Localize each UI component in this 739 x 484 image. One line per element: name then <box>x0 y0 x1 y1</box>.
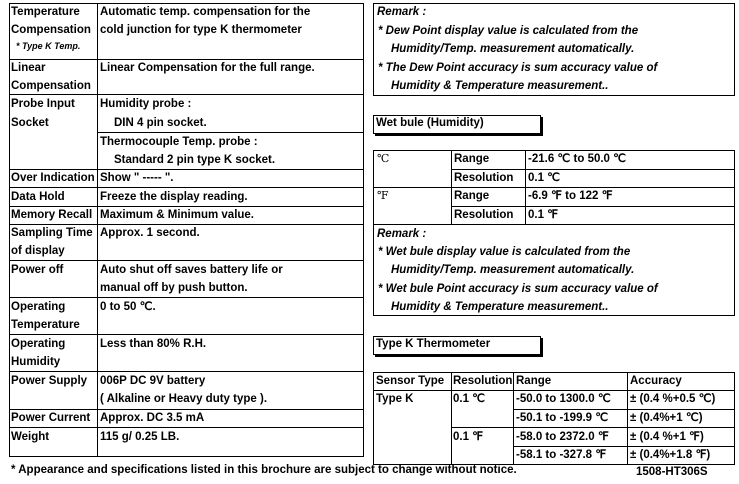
wetbulb-res-f-label: Resolution <box>454 209 514 221</box>
label-sampling-1: Sampling Time <box>11 227 93 239</box>
value-sampling: Approx. 1 second. <box>100 227 200 239</box>
value-power-supply-1: 006P DC 9V battery <box>100 375 206 387</box>
typek-header-resolution: Resolution <box>453 375 513 387</box>
label-linear-2: Compensation <box>11 80 91 92</box>
label-power-off: Power off <box>11 264 64 276</box>
typek-range-2: -50.1 to -199.9 ℃ <box>516 412 609 424</box>
label-op-hum-1: Operating <box>11 338 66 350</box>
value-op-hum: Less than 80% R.H. <box>100 338 207 350</box>
value-linear: Linear Compensation for the full range. <box>100 62 315 74</box>
value-probe-3: Thermocouple Temp. probe : <box>100 136 258 148</box>
label-power-supply: Power Supply <box>11 375 88 387</box>
remark1-line-3: * The Dew Point accuracy is sum accuracy value of <box>378 62 658 74</box>
label-hold: Data Hold <box>11 191 65 203</box>
value-probe-1: Humidity probe : <box>100 98 192 110</box>
wetbulb-res-c-value: 0.1 ℃ <box>528 172 561 184</box>
typek-title: Type K Thermometer <box>376 338 491 350</box>
value-weight: 115 g/ 0.25 LB. <box>100 431 180 443</box>
remark2-line-1: * Wet bule display value is calculated from the <box>378 246 631 258</box>
remark2-line-4: Humidity & Temperature measurement.. <box>391 301 609 313</box>
label-sampling-2: of display <box>11 245 65 257</box>
value-temp-comp-2: cold junction for type K thermometer <box>100 24 302 36</box>
remark1-title: Remark : <box>377 6 427 18</box>
typek-header-accuracy: Accuracy <box>630 375 682 387</box>
typek-range-4: -58.1 to -327.8 ℉ <box>516 449 607 461</box>
typek-res-f: 0.1 ℉ <box>453 431 484 443</box>
remark1-line-4: Humidity & Temperature measurement.. <box>391 80 609 92</box>
typek-acc-4: ± (0.4%+1.8 ℉) <box>630 449 711 461</box>
value-power-off-1: Auto shut off saves battery life or <box>100 264 283 276</box>
wetbulb-unit-f: ℉ <box>377 189 389 202</box>
label-weight: Weight <box>11 431 50 443</box>
remark2-line-2: Humidity/Temp. measurement automatically. <box>391 264 635 276</box>
wetbulb-res-c-label: Resolution <box>454 172 514 184</box>
label-op-temp-2: Temperature <box>11 319 80 331</box>
label-op-temp-1: Operating <box>11 301 66 313</box>
label-op-hum-2: Humidity <box>11 356 61 368</box>
label-temp-comp-sub: * Type K Temp. <box>16 41 81 51</box>
wetbulb-range-c-label: Range <box>454 153 490 165</box>
wetbulb-range-f-value: -6.9 ℉ to 122 ℉ <box>528 190 613 202</box>
typek-range-3: -58.0 to 2372.0 ℉ <box>516 431 609 443</box>
value-power-current: Approx. DC 3.5 mA <box>100 412 205 424</box>
typek-acc-3: ± (0.4 %+1 ℉) <box>630 431 704 443</box>
footer-note: * Appearance and specifications listed in this brochure are subject to change without notice. <box>11 464 517 476</box>
remark2-title: Remark : <box>377 228 427 240</box>
wetbulb-title: Wet bule (Humidity) <box>376 117 484 129</box>
remark2-line-3: * Wet bule Point accuracy is sum accuracy value of <box>378 283 658 295</box>
value-op-temp: 0 to 50 ℃. <box>100 301 156 313</box>
wetbulb-range-f-label: Range <box>454 190 490 202</box>
label-over: Over Indication <box>11 172 95 184</box>
label-memory: Memory Recall <box>11 209 93 221</box>
typek-res-c: 0.1 ℃ <box>453 393 486 405</box>
wetbulb-unit-c: ℃ <box>377 152 390 165</box>
wetbulb-res-f-value: 0.1 ℉ <box>528 209 559 221</box>
label-probe-1: Probe Input <box>11 98 75 110</box>
typek-acc-1: ± (0.4 %+0.5 ℃) <box>630 393 716 405</box>
typek-header-sensor: Sensor Type <box>376 375 445 387</box>
remark1-line-2: Humidity/Temp. measurement automatically. <box>391 43 635 55</box>
value-memory: Maximum & Minimum value. <box>100 209 255 221</box>
value-power-off-2: manual off by push button. <box>100 282 248 294</box>
label-linear-1: Linear <box>11 62 46 74</box>
label-power-current: Power Current <box>11 412 91 424</box>
value-over: Show " ----- ". <box>100 172 174 184</box>
value-probe-2: DIN 4 pin socket. <box>114 117 207 129</box>
value-hold: Freeze the display reading. <box>100 191 248 203</box>
footer-code: 1508-HT306S <box>636 466 708 478</box>
remark1-line-1: * Dew Point display value is calculated from the <box>378 25 639 37</box>
label-temp-comp-1: Temperature <box>11 6 80 18</box>
label-temp-comp-2: Compensation <box>11 24 91 36</box>
label-probe-2: Socket <box>11 117 49 129</box>
value-probe-4: Standard 2 pin type K socket. <box>114 154 276 166</box>
value-temp-comp-1: Automatic temp. compensation for the <box>100 6 311 18</box>
typek-header-range: Range <box>516 375 552 387</box>
typek-acc-2: ± (0.4%+1 ℃) <box>630 412 703 424</box>
typek-sensor: Type K <box>376 393 414 405</box>
wetbulb-range-c-value: -21.6 ℃ to 50.0 ℃ <box>528 153 627 165</box>
value-power-supply-2: ( Alkaline or Heavy duty type ). <box>100 393 268 405</box>
typek-range-1: -50.0 to 1300.0 ℃ <box>516 393 611 405</box>
